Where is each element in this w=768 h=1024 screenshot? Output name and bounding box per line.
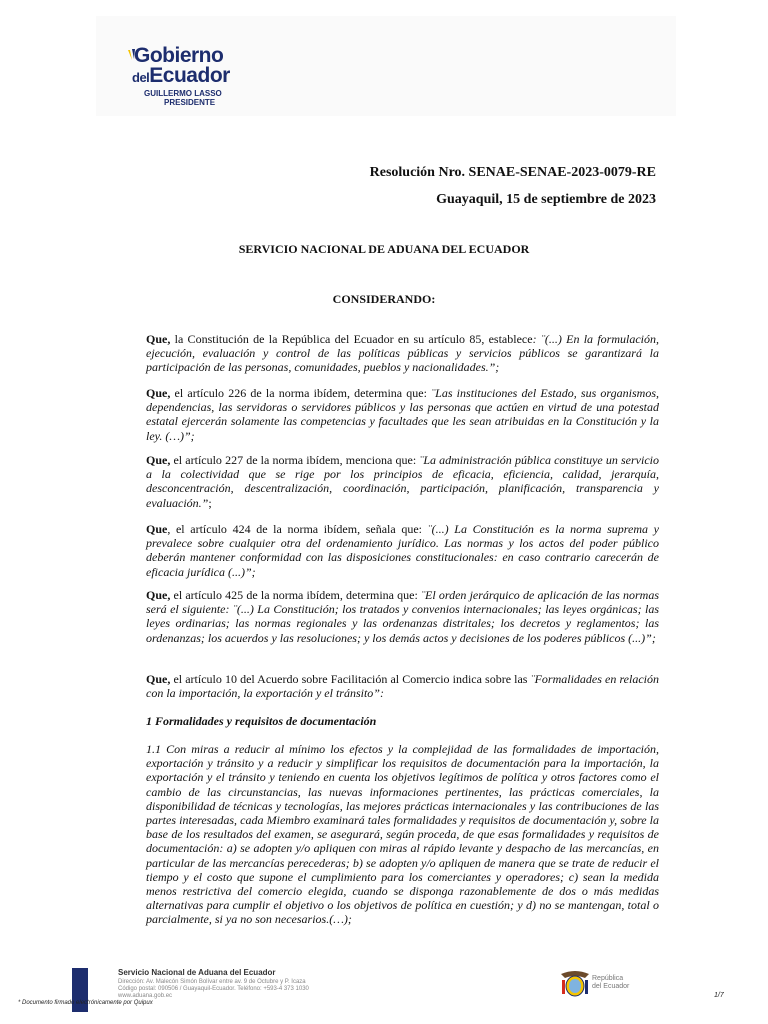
p1-quote: : ¨(...) En la formulación, ejecución, evaluación y control de las políticas públicas y servicios públicos se garantizará la participación de las personas, comunidades, pueblos y nacionalidades.”;: [146, 332, 660, 375]
p5-quote: ¨El orden jerárquico de aplicación de las normas será el siguiente: ¨(...) La Constitución; los tratados y convenios internacionales; las leyes orgánicas; las leyes ordinarias; las normas regionales y las ordenanzas distritales; los decretos y reglamentos; las ordenanzas; los acuerdos y las resoluciones; y los demás actos y decisiones de los poderes públicos (...)”;: [146, 588, 660, 645]
p3-text: el artículo 227 de la norma ibídem, menciona que:: [170, 453, 420, 467]
que-lead: Que,: [146, 672, 171, 686]
p2-text: el artículo 226 de la norma ibídem, determina que:: [170, 386, 432, 400]
institution-title: SERVICIO NACIONAL DE ADUANA DEL ECUADOR: [238, 242, 530, 256]
p3-tail: ;: [208, 495, 212, 510]
p3-quote: ¨La administración pública constituye un servicio a la colectividad que se rige por los principios de eficacia, eficiencia, calidad, jerarquía, desconcentración, descentralización, coordinación, participación, planificación, transparencia y evaluación.”: [146, 453, 659, 510]
page-number: 1/7: [714, 992, 724, 999]
paragraph-5: [146, 588, 659, 645]
p5-text: el artículo 425 de la norma ibídem, determina que:: [170, 588, 422, 602]
coat-of-arms-icon: [558, 966, 592, 1000]
que-lead: Que: [146, 522, 168, 536]
que-lead: Que,: [146, 332, 171, 346]
que-lead: Que,: [146, 588, 171, 602]
logo-gobierno-text: Gobierno: [134, 44, 224, 67]
footer-address: Dirección: Av. Malecón Simón Bolívar entre av. 9 de Octubre y P. Icaza: [118, 979, 306, 985]
section-heading: [146, 714, 659, 728]
paragraph-3: [146, 453, 659, 510]
p4-text: , el artículo 424 de la norma ibídem, señala que:: [167, 522, 428, 536]
que-lead: Que,: [146, 386, 171, 400]
section-heading-text: 1 Formalidades y requisitos de documentación: [146, 714, 377, 728]
footer-postal: Código postal: 090506 / Guayaquil-Ecuador. Teléfono: +593-4 373 1030: [118, 986, 309, 992]
p6-quote: ¨Formalidades en relación con la importación, la exportación y el tránsito”:: [146, 672, 659, 701]
logo-president-name: GUILLERMO LASSO: [144, 89, 222, 98]
p1-text: la Constitución de la República del Ecuador en su artículo 85, establece: [170, 332, 533, 346]
paragraph-1: [146, 332, 659, 375]
p6-text: el artículo 10 del Acuerdo sobre Facilitación al Comercio indica sobre las: [170, 672, 531, 686]
footer-org-name: Servicio Nacional de Aduana del Ecuador: [118, 968, 276, 977]
gobierno-logo: [126, 42, 256, 122]
signed-note: * Documento firmado electrónicamente por Quipux: [18, 1000, 153, 1006]
resolution-date: Guayaquil, 15 de septiembre de 2023: [436, 192, 656, 207]
logo-ecuador-text: [132, 64, 230, 88]
p4-quote: ¨(...) La Constitución es la norma suprema y prevalece sobre cualquier otra del ordenamiento jurídico. Las normas y los actos del poder público deberán mantener conformidad con las disposiciones constitucionales: en caso contrario carecerán de eficacia jurídica (...)”;: [146, 522, 659, 579]
paragraph-7: [146, 742, 659, 927]
paragraph-2: [146, 386, 659, 443]
p7-text: 1.1 Con miras a reducir al mínimo los efectos y la complejidad de las formalidades de importación, exportación y tránsito y a reducir y simplificar los requisitos de documentación para la importación, la exportación y el tránsito y teniendo en cuenta los objetivos legítimos de política y otros factores como el cambio de las circunstancias, las nuevas informaciones pertinentes, las prácticas comerciales, la disponibilidad de técnicas y tecnologías, las mejores prácticas internacionales y las contribuciones de las partes interesadas, cada Miembro examinará tales formalidades y requisitos de documentación y, sobre la base de los resultados del examen, se asegurará, según proceda, de que esas formalidades y requisitos de documentación: a) se adopten y/o apliquen con miras al rápido levante y despacho de las mercancías, en particular de las mercancías perecederas; b) se adopten y/o apliquen de manera que se trate de reducir el tiempo y el costo que supone el cumplimiento para los comerciantes y operadores; c) sean la medida menos restrictiva del comercio elegida, cuando se disponga razonablemente de dos o más medidas alternativas para cumplir el objetivo o los objetivos de política en cuestión; y d) no se mantengan, total o parcialmente, si ya no son necesarios.(…);: [146, 742, 659, 927]
republica-line2: del Ecuador: [592, 983, 630, 990]
logo-del-text: del: [132, 70, 150, 85]
p2-quote: ¨Las instituciones del Estado, sus organismos, dependencias, las servidoras o servidores públicos y las personas que actúen en virtud de una potestad estatal ejercerán solamente las competencias y facultades que les sean atribuidas en la Constitución y la ley. (…)”;: [146, 386, 659, 443]
paragraph-6: [146, 672, 659, 700]
logo-ecuador-word: Ecuador: [149, 64, 230, 87]
que-lead: Que,: [146, 453, 171, 467]
footer-web[interactable]: www.aduana.gob.ec: [118, 993, 173, 999]
republica-logo-text: [592, 975, 629, 991]
republica-line1: República: [592, 975, 624, 982]
resolution-number: Resolución Nro. SENAE-SENAE-2023-0079-RE: [369, 165, 656, 180]
logo-president-title: PRESIDENTE: [164, 98, 216, 107]
paragraph-4: [146, 522, 659, 579]
considerando-heading: CONSIDERANDO:: [332, 292, 436, 306]
